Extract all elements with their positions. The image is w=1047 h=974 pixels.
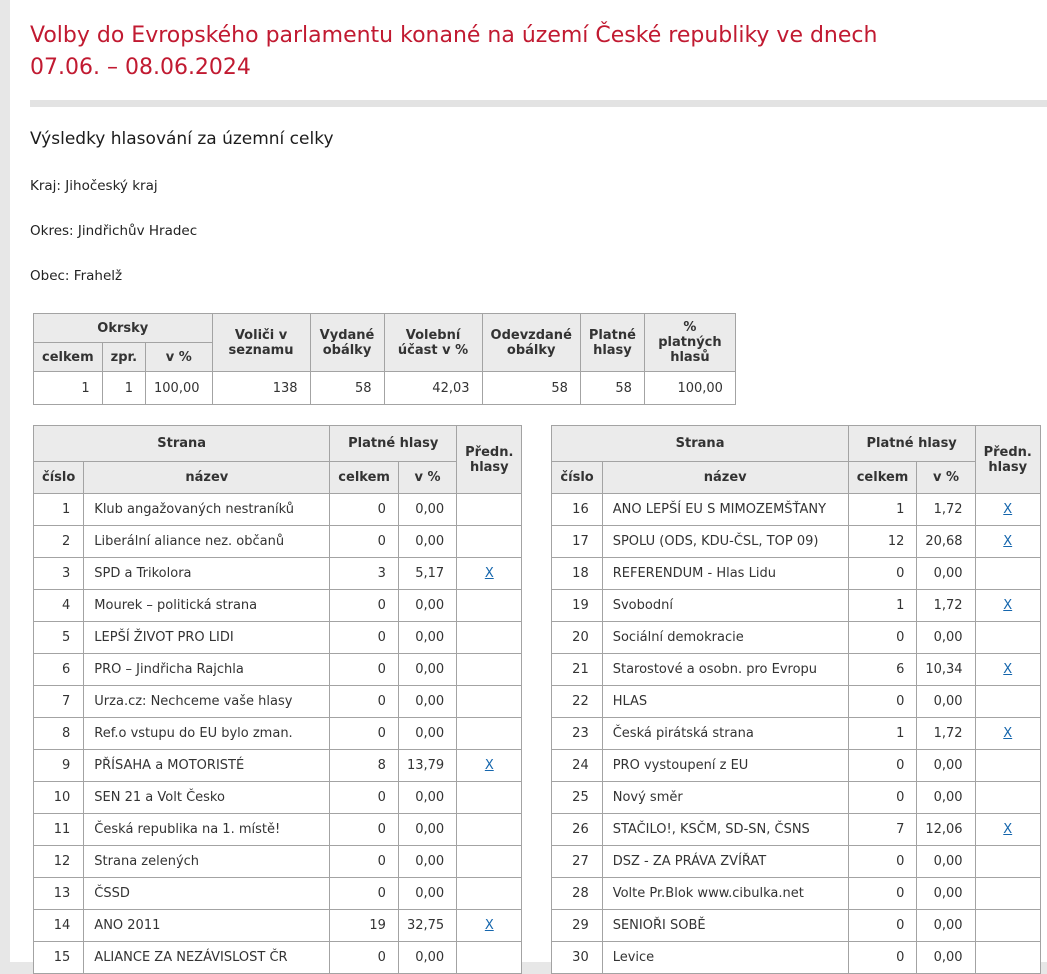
party-pref-votes-cell — [457, 942, 522, 974]
party-name-cell: LEPŠÍ ŽIVOT PRO LIDI — [84, 622, 330, 654]
party-percent-cell: 1,72 — [917, 718, 975, 750]
party-total-votes-cell: 0 — [330, 654, 399, 686]
party-percent-cell: 5,17 — [398, 558, 456, 590]
party-number-cell: 23 — [552, 718, 602, 750]
party-row — [34, 558, 522, 590]
party-pref-votes-cell — [457, 526, 522, 558]
party-table-left — [33, 425, 522, 974]
party-percent-cell: 0,00 — [398, 718, 456, 750]
party-percent-cell: 32,75 — [398, 910, 456, 942]
party-name-cell: DSZ - ZA PRÁVA ZVÍŘAT — [602, 846, 848, 878]
okres-line — [30, 223, 1047, 239]
party-percent-cell: 0,00 — [398, 494, 456, 526]
party-header-predn-hlasy: Předn. hlasy — [975, 426, 1040, 494]
party-pref-votes-cell — [457, 718, 522, 750]
party-number-cell: 12 — [34, 846, 84, 878]
party-pref-votes-cell — [457, 814, 522, 846]
party-number-cell: 1 — [34, 494, 84, 526]
party-total-votes-cell: 0 — [330, 494, 399, 526]
party-name-cell: Strana zelených — [84, 846, 330, 878]
party-total-votes-cell: 0 — [330, 590, 399, 622]
party-percent-cell: 0,00 — [398, 814, 456, 846]
summary-value-okrsky-zpr: 1 — [102, 372, 145, 405]
party-percent-cell: 0,00 — [398, 942, 456, 974]
party-pref-votes-cell — [457, 654, 522, 686]
party-row — [552, 846, 1040, 878]
summary-header-platne-hlasy: Platné hlasy — [580, 314, 644, 372]
party-number-cell: 28 — [552, 878, 602, 910]
party-percent-cell: 0,00 — [917, 910, 975, 942]
party-pref-votes-cell — [975, 686, 1040, 718]
party-total-votes-cell: 0 — [330, 814, 399, 846]
party-percent-cell: 0,00 — [917, 782, 975, 814]
party-pref-votes-cell — [457, 782, 522, 814]
party-percent-cell: 0,00 — [398, 686, 456, 718]
party-number-cell: 10 — [34, 782, 84, 814]
party-row — [552, 910, 1040, 942]
party-name-cell: PŘÍSAHA a MOTORISTÉ — [84, 750, 330, 782]
summary-value-ucast: 42,03 — [384, 372, 482, 405]
obec-value: Frahelž — [73, 268, 123, 284]
party-name-cell: Sociální demokracie — [602, 622, 848, 654]
party-row — [34, 910, 522, 942]
party-row — [34, 718, 522, 750]
kraj-line — [30, 178, 1047, 194]
party-name-cell: SPOLU (ODS, KDU-ČSL, TOP 09) — [602, 526, 848, 558]
party-row — [552, 622, 1040, 654]
party-tables — [33, 425, 1047, 974]
party-row — [552, 590, 1040, 622]
party-percent-cell: 0,00 — [917, 846, 975, 878]
party-number-cell: 27 — [552, 846, 602, 878]
party-name-cell: ANO LEPŠÍ EU S MIMOZEMŠŤANY — [602, 494, 848, 526]
party-total-votes-cell: 1 — [848, 590, 917, 622]
party-pref-votes-cell — [457, 878, 522, 910]
party-name-cell: ANO 2011 — [84, 910, 330, 942]
party-pref-votes-cell — [975, 654, 1040, 686]
party-number-cell: 22 — [552, 686, 602, 718]
summary-value-pct-platnych: 100,00 — [644, 372, 735, 405]
party-name-cell: ČSSD — [84, 878, 330, 910]
party-header-v-pct: v % — [917, 462, 975, 494]
party-total-votes-cell: 0 — [330, 526, 399, 558]
party-total-votes-cell: 0 — [848, 686, 917, 718]
party-percent-cell: 0,00 — [398, 846, 456, 878]
party-pref-votes-cell — [457, 750, 522, 782]
party-header-cislo: číslo — [552, 462, 602, 494]
pref-votes-link[interactable]: X — [1003, 534, 1013, 549]
party-pref-votes-cell — [975, 942, 1040, 974]
party-percent-cell: 0,00 — [917, 622, 975, 654]
party-number-cell: 13 — [34, 878, 84, 910]
party-table-right — [551, 425, 1040, 974]
party-header-celkem: celkem — [330, 462, 399, 494]
party-number-cell: 18 — [552, 558, 602, 590]
party-number-cell: 7 — [34, 686, 84, 718]
party-row — [552, 750, 1040, 782]
summary-header-pct-platnych: % platných hlasů — [644, 314, 735, 372]
kraj-label: Kraj: — [30, 178, 61, 194]
party-name-cell: Urza.cz: Nechceme vaše hlasy — [84, 686, 330, 718]
summary-value-okrsky-celkem: 1 — [34, 372, 103, 405]
party-name-cell: Česká pirátská strana — [602, 718, 848, 750]
party-name-cell: Ref.o vstupu do EU bylo zman. — [84, 718, 330, 750]
party-number-cell: 14 — [34, 910, 84, 942]
party-pref-votes-cell — [975, 526, 1040, 558]
party-row — [34, 750, 522, 782]
party-percent-cell: 1,72 — [917, 590, 975, 622]
party-percent-cell: 10,34 — [917, 654, 975, 686]
pref-votes-link[interactable]: X — [1003, 662, 1013, 677]
party-row — [552, 686, 1040, 718]
party-percent-cell: 1,72 — [917, 494, 975, 526]
party-number-cell: 6 — [34, 654, 84, 686]
party-total-votes-cell: 0 — [848, 942, 917, 974]
party-total-votes-cell: 0 — [848, 782, 917, 814]
party-pref-votes-cell — [975, 782, 1040, 814]
pref-votes-link[interactable]: X — [1003, 726, 1013, 741]
party-name-cell: Svobodní — [602, 590, 848, 622]
party-percent-cell: 12,06 — [917, 814, 975, 846]
party-percent-cell: 0,00 — [917, 558, 975, 590]
party-total-votes-cell: 0 — [330, 622, 399, 654]
obec-line — [30, 268, 1047, 284]
party-header-strana: Strana — [34, 426, 330, 462]
party-pref-votes-cell — [457, 590, 522, 622]
summary-value-odevzdane-obalky: 58 — [482, 372, 580, 405]
pref-votes-link[interactable]: X — [484, 918, 494, 933]
party-number-cell: 17 — [552, 526, 602, 558]
party-header-predn-hlasy: Předn. hlasy — [457, 426, 522, 494]
pref-votes-link[interactable]: X — [1003, 502, 1013, 517]
party-pref-votes-cell — [975, 590, 1040, 622]
party-pref-votes-cell — [457, 558, 522, 590]
party-total-votes-cell: 0 — [848, 910, 917, 942]
summary-header-odevzdane-obalky: Odevzdané obálky — [482, 314, 580, 372]
summary-table — [33, 313, 736, 405]
pref-votes-link[interactable]: X — [1003, 598, 1013, 613]
party-total-votes-cell: 1 — [848, 718, 917, 750]
party-pref-votes-cell — [457, 622, 522, 654]
pref-votes-link[interactable]: X — [484, 758, 494, 773]
party-pref-votes-cell — [975, 494, 1040, 526]
party-total-votes-cell: 0 — [848, 846, 917, 878]
party-row — [34, 622, 522, 654]
party-row — [552, 814, 1040, 846]
summary-header-zpr: zpr. — [102, 343, 145, 372]
party-row — [34, 590, 522, 622]
party-number-cell: 20 — [552, 622, 602, 654]
summary-value-okrsky-pct: 100,00 — [146, 372, 213, 405]
divider — [30, 100, 1047, 107]
party-total-votes-cell: 8 — [330, 750, 399, 782]
section-heading: Výsledky hlasování za územní celky — [30, 129, 334, 149]
party-row — [552, 526, 1040, 558]
party-total-votes-cell: 0 — [848, 750, 917, 782]
party-pref-votes-cell — [457, 494, 522, 526]
party-pref-votes-cell — [975, 750, 1040, 782]
party-total-votes-cell: 12 — [848, 526, 917, 558]
party-number-cell: 15 — [34, 942, 84, 974]
party-header-cislo: číslo — [34, 462, 84, 494]
page-title: Volby do Evropského parlamentu konané na území České republiky ve dnech 07.06. – 08.06.2024 — [30, 23, 878, 80]
party-pref-votes-cell — [975, 718, 1040, 750]
summary-header-okrsky: Okrsky — [34, 314, 213, 343]
summary-value-volici: 138 — [212, 372, 310, 405]
party-pref-votes-cell — [975, 814, 1040, 846]
party-name-cell: PRO vystoupení z EU — [602, 750, 848, 782]
party-name-cell: Klub angažovaných nestraníků — [84, 494, 330, 526]
party-pref-votes-cell — [457, 910, 522, 942]
party-pref-votes-cell — [975, 558, 1040, 590]
party-pref-votes-cell — [975, 846, 1040, 878]
party-row — [552, 558, 1040, 590]
party-total-votes-cell: 7 — [848, 814, 917, 846]
party-total-votes-cell: 3 — [330, 558, 399, 590]
party-percent-cell: 0,00 — [398, 622, 456, 654]
party-number-cell: 4 — [34, 590, 84, 622]
party-pref-votes-cell — [457, 846, 522, 878]
party-name-cell: STAČILO!, KSČM, SD-SN, ČSNS — [602, 814, 848, 846]
party-number-cell: 26 — [552, 814, 602, 846]
party-number-cell: 16 — [552, 494, 602, 526]
party-row — [34, 878, 522, 910]
party-name-cell: SEN 21 a Volt Česko — [84, 782, 330, 814]
party-pref-votes-cell — [457, 686, 522, 718]
party-name-cell: PRO – Jindřicha Rajchla — [84, 654, 330, 686]
party-total-votes-cell: 0 — [330, 782, 399, 814]
party-name-cell: Volte Pr.Blok www.cibulka.net — [602, 878, 848, 910]
okres-label: Okres: — [30, 223, 74, 239]
party-row — [34, 526, 522, 558]
party-row — [34, 846, 522, 878]
party-percent-cell: 0,00 — [917, 686, 975, 718]
party-percent-cell: 0,00 — [398, 878, 456, 910]
party-total-votes-cell: 0 — [330, 718, 399, 750]
summary-header-volici: Voliči v seznamu — [212, 314, 310, 372]
party-number-cell: 5 — [34, 622, 84, 654]
party-row — [552, 942, 1040, 974]
summary-header-v-pct: v % — [146, 343, 213, 372]
party-row — [34, 782, 522, 814]
party-row — [552, 782, 1040, 814]
pref-votes-link[interactable]: X — [484, 566, 494, 581]
party-number-cell: 3 — [34, 558, 84, 590]
party-row — [34, 686, 522, 718]
party-number-cell: 2 — [34, 526, 84, 558]
party-total-votes-cell: 0 — [330, 686, 399, 718]
kraj-value: Jihočeský kraj — [65, 178, 158, 194]
party-number-cell: 8 — [34, 718, 84, 750]
party-header-platne-hlasy: Platné hlasy — [330, 426, 457, 462]
summary-value-platne-hlasy: 58 — [580, 372, 644, 405]
party-number-cell: 25 — [552, 782, 602, 814]
party-row — [552, 654, 1040, 686]
party-row — [552, 718, 1040, 750]
party-percent-cell: 0,00 — [398, 782, 456, 814]
party-total-votes-cell: 0 — [330, 878, 399, 910]
party-header-strana: Strana — [552, 426, 848, 462]
party-number-cell: 11 — [34, 814, 84, 846]
party-percent-cell: 0,00 — [917, 878, 975, 910]
party-header-celkem: celkem — [848, 462, 917, 494]
party-row — [34, 654, 522, 686]
party-name-cell: ALIANCE ZA NEZÁVISLOST ČR — [84, 942, 330, 974]
party-total-votes-cell: 0 — [848, 558, 917, 590]
party-pref-votes-cell — [975, 910, 1040, 942]
party-total-votes-cell: 0 — [330, 942, 399, 974]
obec-label: Obec: — [30, 268, 70, 284]
summary-header-ucast: Volební účast v % — [384, 314, 482, 372]
party-name-cell: REFERENDUM - Hlas Lidu — [602, 558, 848, 590]
party-number-cell: 30 — [552, 942, 602, 974]
party-pref-votes-cell — [975, 878, 1040, 910]
party-header-nazev: název — [602, 462, 848, 494]
party-row — [34, 494, 522, 526]
party-total-votes-cell: 19 — [330, 910, 399, 942]
party-pref-votes-cell — [975, 622, 1040, 654]
party-number-cell: 9 — [34, 750, 84, 782]
party-number-cell: 24 — [552, 750, 602, 782]
party-row — [552, 878, 1040, 910]
party-percent-cell: 0,00 — [917, 750, 975, 782]
summary-value-vydane-obalky: 58 — [310, 372, 384, 405]
party-total-votes-cell: 0 — [848, 878, 917, 910]
party-name-cell: HLAS — [602, 686, 848, 718]
party-name-cell: Česká republika na 1. místě! — [84, 814, 330, 846]
party-header-nazev: název — [84, 462, 330, 494]
okres-value: Jindřichův Hradec — [77, 223, 198, 239]
party-row — [552, 494, 1040, 526]
party-header-platne-hlasy: Platné hlasy — [848, 426, 975, 462]
party-name-cell: SENIOŘI SOBĚ — [602, 910, 848, 942]
party-row — [34, 814, 522, 846]
summary-row — [34, 372, 736, 405]
party-total-votes-cell: 1 — [848, 494, 917, 526]
party-number-cell: 19 — [552, 590, 602, 622]
party-percent-cell: 0,00 — [398, 526, 456, 558]
party-name-cell: Mourek – politická strana — [84, 590, 330, 622]
party-name-cell: Nový směr — [602, 782, 848, 814]
party-number-cell: 29 — [552, 910, 602, 942]
party-percent-cell: 0,00 — [917, 942, 975, 974]
party-total-votes-cell: 0 — [848, 622, 917, 654]
party-percent-cell: 13,79 — [398, 750, 456, 782]
party-name-cell: Liberální aliance nez. občanů — [84, 526, 330, 558]
party-number-cell: 21 — [552, 654, 602, 686]
summary-header-celkem: celkem — [34, 343, 103, 372]
party-row — [34, 942, 522, 974]
party-total-votes-cell: 0 — [330, 846, 399, 878]
content-area — [10, 0, 1047, 965]
party-percent-cell: 0,00 — [398, 590, 456, 622]
party-percent-cell: 0,00 — [398, 654, 456, 686]
party-total-votes-cell: 6 — [848, 654, 917, 686]
party-header-v-pct: v % — [398, 462, 456, 494]
party-name-cell: SPD a Trikolora — [84, 558, 330, 590]
pref-votes-link[interactable]: X — [1003, 822, 1013, 837]
party-percent-cell: 20,68 — [917, 526, 975, 558]
party-name-cell: Levice — [602, 942, 848, 974]
summary-header-vydane-obalky: Vydané obálky — [310, 314, 384, 372]
party-name-cell: Starostové a osobn. pro Evropu — [602, 654, 848, 686]
